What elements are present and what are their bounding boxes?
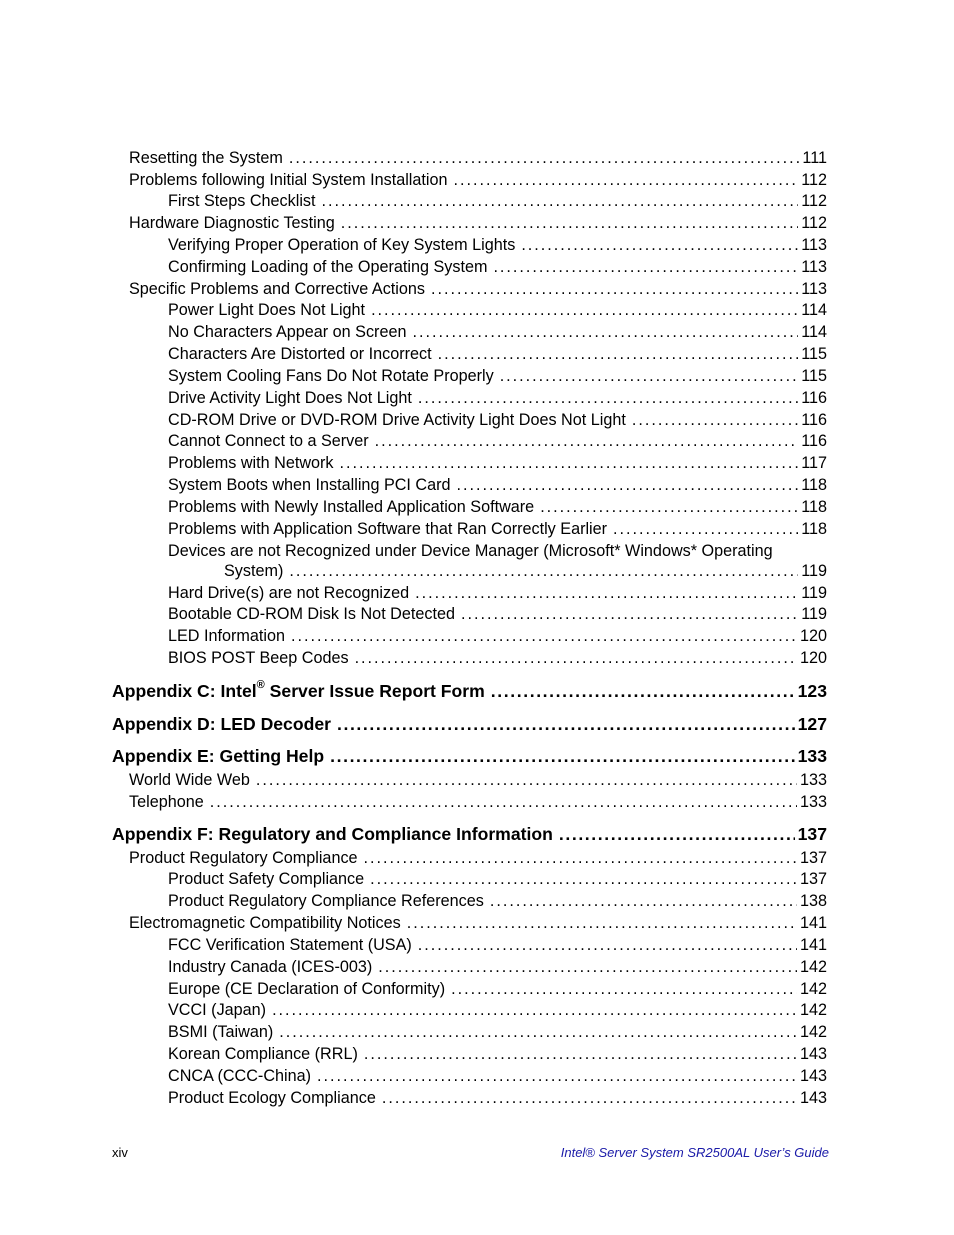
dot-leader: [378, 956, 797, 978]
dot-leader: [451, 978, 797, 1000]
toc-entry-title: Hardware Diagnostic Testing: [129, 214, 335, 232]
dot-leader: [272, 999, 797, 1021]
toc-appendix-c[interactable]: [112, 678, 827, 704]
dot-leader: [521, 234, 798, 256]
toc-entry-page: 115: [801, 367, 827, 385]
toc-entry[interactable]: [168, 299, 827, 321]
toc-entry-page: 141: [799, 914, 827, 932]
toc-entry[interactable]: [168, 890, 827, 912]
dot-leader: [431, 278, 798, 300]
toc-entry-title: Problems following Initial System Installation: [129, 171, 448, 189]
dot-leader: [364, 1043, 797, 1065]
toc-entry-page: 133: [799, 793, 827, 811]
toc-entry[interactable]: [129, 147, 827, 169]
dot-leader: [289, 147, 800, 169]
toc-entry-title: LED Information: [168, 627, 285, 645]
toc-entry-title: Electromagnetic Compatibility Notices: [129, 914, 401, 932]
dot-leader: [493, 256, 798, 278]
toc-entry[interactable]: [224, 560, 827, 582]
toc-entry-page: 137: [799, 870, 827, 888]
toc-entry-title: CNCA (CCC-China): [168, 1067, 312, 1085]
toc-entry[interactable]: [129, 212, 827, 234]
toc-entry-page: 116: [801, 389, 827, 407]
dot-leader: [364, 847, 797, 869]
dot-leader: [613, 518, 798, 540]
toc-appendix-page: 133: [797, 746, 827, 766]
dot-leader: [457, 474, 799, 496]
toc-entry-title: BIOS POST Beep Codes: [168, 649, 349, 667]
dot-leader: [210, 791, 797, 813]
toc-entry-title: Verifying Proper Operation of Key System Lights: [168, 236, 516, 254]
dot-leader: [418, 387, 798, 409]
toc-entry[interactable]: [168, 321, 827, 343]
dot-leader: [438, 343, 799, 365]
toc-entry-title: VCCI (Japan): [168, 1001, 267, 1019]
toc-entry-wrapped-line1[interactable]: Devices are not Recognized under Device Manager (Microsoft* Windows* Operating: [168, 542, 773, 560]
toc-entry-page: 143: [799, 1045, 827, 1063]
toc-entry-title: No Characters Appear on Screen: [168, 323, 407, 341]
toc-entry[interactable]: [168, 452, 827, 474]
toc-entry-title: Industry Canada (ICES-003): [168, 958, 373, 976]
toc-entry-page: 142: [799, 1023, 827, 1041]
toc-entry-page: 116: [801, 411, 827, 429]
toc-entry-title: Product Regulatory Compliance References: [168, 892, 484, 910]
toc-appendix-title-rest: Server Issue Report Form: [264, 681, 485, 701]
toc-entry-title: CD-ROM Drive or DVD-ROM Drive Activity Light Does Not Light: [168, 411, 626, 429]
toc-entry-page: 119: [801, 562, 827, 580]
toc-entry[interactable]: [129, 912, 827, 934]
toc-entry-title: Specific Problems and Corrective Actions: [129, 280, 425, 298]
toc-entry-page: 138: [799, 892, 827, 910]
dot-leader: [317, 1065, 797, 1087]
toc-entry-page: 137: [799, 849, 827, 867]
toc-entry-title: Problems with Network: [168, 454, 334, 472]
toc-entry-title: First Steps Checklist: [168, 192, 316, 210]
toc-appendix-title: Appendix D: LED Decoder: [112, 714, 331, 734]
toc-entry-title: Problems with Application Software that Ran Correctly Earlier: [168, 520, 608, 538]
dot-leader: [418, 934, 797, 956]
toc-entry[interactable]: [168, 582, 827, 604]
dot-leader: [279, 1021, 797, 1043]
toc-entry-page: 142: [799, 980, 827, 998]
toc-entry[interactable]: [129, 169, 827, 191]
toc-entry-title: Product Safety Compliance: [168, 870, 365, 888]
toc-entry-page: 114: [801, 301, 827, 319]
toc-entry-page: 114: [801, 323, 827, 341]
toc-entry[interactable]: [168, 365, 827, 387]
toc-appendix-page: 127: [797, 714, 827, 734]
toc-entry-page: 133: [799, 771, 827, 789]
toc-entry-title: System Boots when Installing PCI Card: [168, 476, 451, 494]
toc-entry-page: 141: [799, 936, 827, 954]
dot-leader: [330, 743, 795, 769]
dot-leader: [370, 868, 797, 890]
toc-entry-page: 120: [799, 649, 827, 667]
toc-entry[interactable]: [129, 769, 827, 791]
toc-entry[interactable]: [129, 278, 827, 300]
toc-entry-page: 112: [801, 192, 827, 210]
toc-entry[interactable]: [168, 256, 827, 278]
dot-leader: [382, 1087, 797, 1109]
toc-entry-title: System Cooling Fans Do Not Rotate Properly: [168, 367, 494, 385]
toc-entry[interactable]: [168, 625, 827, 647]
dot-leader: [337, 711, 795, 737]
toc-appendix-d[interactable]: [112, 711, 827, 737]
toc-entry[interactable]: [168, 647, 827, 669]
toc-entry-title: Hard Drive(s) are not Recognized: [168, 584, 410, 602]
toc-entry-page: 118: [801, 476, 827, 494]
toc-entry-page: 142: [799, 1001, 827, 1019]
toc-entry[interactable]: [168, 1065, 827, 1087]
toc-entry-title: FCC Verification Statement (USA): [168, 936, 412, 954]
toc-entry[interactable]: [168, 430, 827, 452]
dot-leader: [291, 625, 797, 647]
toc-entry-title: Product Regulatory Compliance: [129, 849, 358, 867]
toc-entry-title: World Wide Web: [129, 771, 250, 789]
dot-leader: [322, 190, 799, 212]
toc-entry-title: Product Ecology Compliance: [168, 1089, 376, 1107]
toc-entry-page: 112: [801, 214, 827, 232]
dot-leader: [632, 409, 798, 431]
dot-leader: [412, 321, 798, 343]
toc-entry[interactable]: [168, 190, 827, 212]
toc-entry-title: Telephone: [129, 793, 204, 811]
toc-entry[interactable]: [168, 603, 827, 625]
toc-appendix-e[interactable]: [112, 743, 827, 769]
toc-entry-title: Confirming Loading of the Operating System: [168, 258, 488, 276]
toc-appendix-page: 123: [797, 681, 827, 701]
toc-appendix-page: 137: [797, 824, 827, 844]
dot-leader: [454, 169, 799, 191]
toc-entry[interactable]: [129, 847, 827, 869]
toc-entry-title: Korean Compliance (RRL): [168, 1045, 358, 1063]
toc-entry-title: BSMI (Taiwan): [168, 1023, 274, 1041]
toc-entry-title: Europe (CE Declaration of Conformity): [168, 980, 446, 998]
toc-entry[interactable]: [168, 999, 827, 1021]
toc-appendix-title: Appendix F: Regulatory and Compliance Information: [112, 824, 553, 844]
dot-leader: [540, 496, 798, 518]
toc-entry-page: 113: [801, 236, 827, 254]
toc-entry-page: 119: [801, 584, 827, 602]
dot-leader: [341, 212, 798, 234]
dot-leader: [289, 560, 798, 582]
dot-leader: [461, 603, 798, 625]
dot-leader: [500, 365, 799, 387]
toc-entry-page: 111: [802, 149, 827, 167]
toc-entry-title: Problems with Newly Installed Application Software: [168, 498, 535, 516]
toc-entry-page: 115: [801, 345, 827, 363]
toc-entry[interactable]: [168, 409, 827, 431]
toc-entry[interactable]: [168, 956, 827, 978]
dot-leader: [340, 452, 799, 474]
registered-mark: ®: [256, 679, 265, 692]
toc-entry-page: 118: [801, 520, 827, 538]
toc-entry[interactable]: [168, 1087, 827, 1109]
toc-entry-title: System): [224, 562, 284, 580]
toc-entry[interactable]: [168, 1043, 827, 1065]
toc-entry-page: 143: [799, 1067, 827, 1085]
dot-leader: [375, 430, 799, 452]
toc-entry-title: Bootable CD-ROM Disk Is Not Detected: [168, 605, 455, 623]
toc-entry-title: Cannot Connect to a Server: [168, 432, 369, 450]
dot-leader: [371, 299, 798, 321]
toc-entry-title: Characters Are Distorted or Incorrect: [168, 345, 432, 363]
dot-leader: [355, 647, 797, 669]
toc-entry-page: 119: [801, 605, 827, 623]
toc-appendix-title: Appendix E: Getting Help: [112, 746, 325, 766]
toc-entry-page: 116: [801, 432, 827, 450]
dot-leader: [407, 912, 797, 934]
toc-entry[interactable]: [168, 934, 827, 956]
toc-entry[interactable]: [168, 1021, 827, 1043]
toc-entry-page: 113: [801, 258, 827, 276]
toc-entry[interactable]: [168, 234, 827, 256]
toc-entry[interactable]: [168, 387, 827, 409]
dot-leader: [559, 821, 795, 847]
dot-leader: [491, 678, 795, 704]
toc-appendix-f[interactable]: [112, 821, 827, 847]
toc-entry[interactable]: [168, 474, 827, 496]
toc-entry-title: Power Light Does Not Light: [168, 301, 366, 319]
toc-entry[interactable]: [168, 496, 827, 518]
toc-entry-page: 113: [801, 280, 827, 298]
toc-entry[interactable]: [168, 868, 827, 890]
toc-entry-page: 112: [801, 171, 827, 189]
toc-entry-page: 120: [799, 627, 827, 645]
toc-entry[interactable]: [168, 978, 827, 1000]
toc-appendix-title: Appendix C: Intel: [112, 681, 257, 701]
toc-entry[interactable]: [129, 791, 827, 813]
dot-leader: [415, 582, 798, 604]
toc-entry-title: Drive Activity Light Does Not Light: [168, 389, 412, 407]
dot-leader: [490, 890, 797, 912]
dot-leader: [256, 769, 797, 791]
toc-entry-page: 117: [801, 454, 827, 472]
document-title: Intel® Server System SR2500AL User’s Guide: [560, 1145, 829, 1160]
toc-entry-page: 142: [799, 958, 827, 976]
toc-entry-page: 118: [801, 498, 827, 516]
page-number: xiv: [112, 1145, 128, 1160]
toc-entry[interactable]: [168, 518, 827, 540]
toc-entry-title: Resetting the System: [129, 149, 283, 167]
toc-entry-page: 143: [799, 1089, 827, 1107]
toc-entry[interactable]: [168, 343, 827, 365]
